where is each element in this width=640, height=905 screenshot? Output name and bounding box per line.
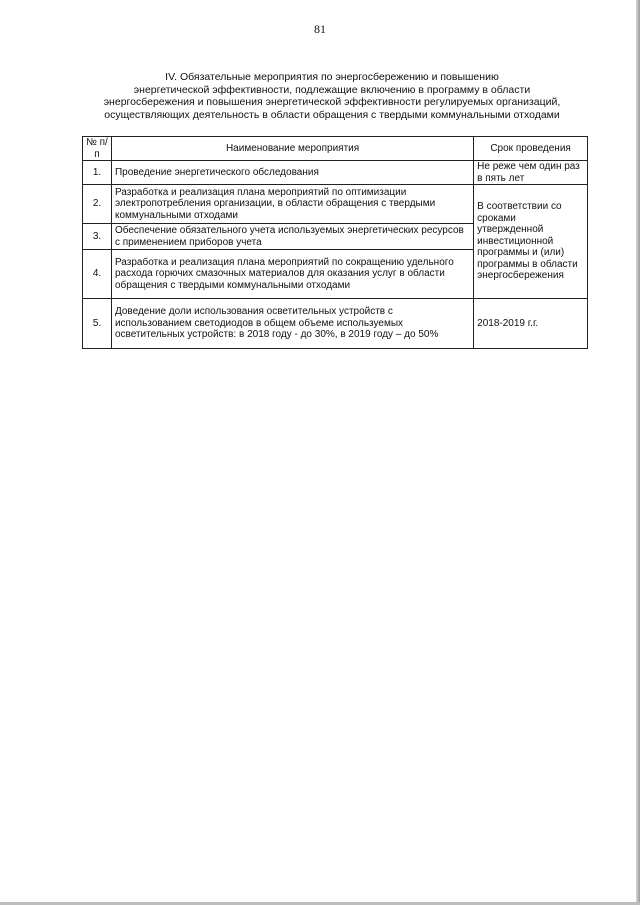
row-number: 5. [83,299,112,349]
row-measure: Обеспечение обязательного учета используемых энергетических ресурсов с применением приборов учета [111,224,473,250]
row-measure: Разработка и реализация плана мероприятий по оптимизации электропотребления организации, в области обращения с твердыми коммунальными отходами [111,185,473,224]
row-number: 2. [83,185,112,224]
heading-line-1: IV. Обязательные мероприятия по энергосбережению и повышению [165,71,499,83]
header-term: Срок проведения [474,137,588,161]
row-measure: Разработка и реализация плана мероприятий по сокращению удельного расхода горючих смазочных материалов для оказания услуг в области обращения с твердыми коммунальными отходами [111,250,473,299]
table-row [83,185,588,224]
row-number: 4. [83,250,112,299]
table-row [83,161,588,185]
heading-line-3: энергосбережения и повышения энергетической эффективности регулируемых организаций, [103,96,561,108]
row-term: 2018-2019 г.г. [474,299,588,349]
row-measure: Проведение энергетического обследования [111,161,473,185]
page-number: 81 [314,22,326,36]
row-term-merged: В соответствии со сроками утвержденной инвестиционной программы и (или) программы в области энергосбережения [474,185,588,299]
table-header-row [83,137,588,161]
measures-table [82,136,588,349]
scan-edge [636,0,640,905]
header-name: Наименование мероприятия [111,137,473,161]
heading-line-2: энергетической эффективности, подлежащие включению в программу в области [133,83,531,96]
header-num: № п/п [83,137,112,161]
heading-line-4: осуществляющих деятельность в области обращения с твердыми коммунальными отходами [104,108,560,121]
row-number: 3. [83,224,112,250]
row-term: Не реже чем один раз в пять лет [474,161,588,185]
section-heading [72,71,592,121]
table-row [83,299,588,349]
row-number: 1. [83,161,112,185]
row-measure: Доведение доли использования осветительных устройств с использованием светодиодов в общем объеме используемых осветительных устройств: в 2018 году - до 30%, в 2019 году – до 50% [111,299,473,349]
